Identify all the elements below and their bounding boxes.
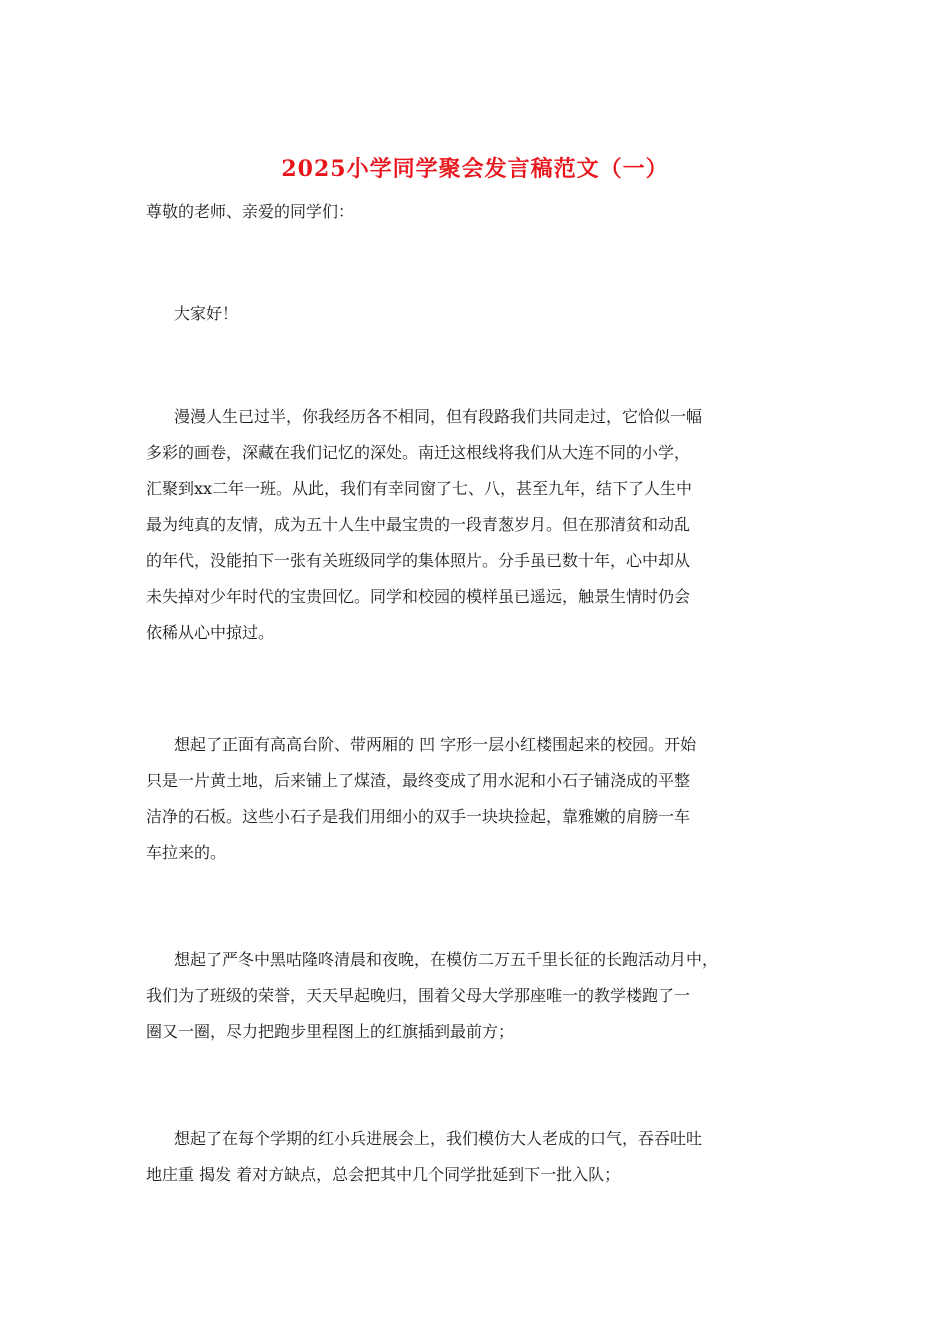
paragraph-line: 汇聚到xx二年一班。从此，我们有幸同窗了七、八，甚至九年，结下了人生中 [146,479,693,498]
paragraph-2 [146,727,826,871]
paragraph-line: 多彩的画卷，深藏在我们记忆的深处。南迁这根线将我们从大连不同的小学， [146,443,691,462]
paragraph-line: 车拉来的。 [146,843,227,862]
salutation: 尊敬的老师、亲爱的同学们： [146,202,355,221]
greeting-text: 大家好！ [174,304,239,323]
paragraph-line: 未失掉对少年时代的宝贵回忆。同学和校园的模样虽已遥远，触景生情时仍会 [146,587,691,606]
paragraph-line: 依稀从心中掠过。 [146,623,275,642]
paragraph-line: 洁净的石板。这些小石子是我们用细小的双手一块块捡起，靠雅嫩的肩膀一车 [146,807,691,826]
document-title: 2025小学同学聚会发言稿范文（一） [281,156,669,182]
paragraph-line: 漫漫人生已过半，你我经历各不相同，但有段路我们共同走过，它恰似一幅 [174,407,703,426]
paragraph-line: 想起了在每个学期的红小兵进展会上，我们模仿大人老成的口气，吞吞吐吐 [174,1129,703,1148]
paragraph-line: 想起了正面有高高台阶、带两厢的 凹 字形一层小红楼围起来的校园。开始 [174,735,697,754]
greeting [146,296,854,332]
paragraph-1 [146,399,826,651]
paragraph-line: 我们为了班级的荣誉，天天早起晚归，围着父母大学那座唯一的教学楼跑了一 [146,986,691,1005]
paragraph-4 [146,1121,826,1193]
paragraph-line: 地庄重 揭发 着对方缺点，总会把其中几个同学批延到下一批入队； [146,1165,621,1184]
paragraph-line: 的年代，没能拍下一张有关班级同学的集体照片。分手虽已数十年，心中却从 [146,551,691,570]
paragraph-line: 只是一片黄土地，后来铺上了煤渣，最终变成了用水泥和小石子铺浇成的平整 [146,771,691,790]
paragraph-line: 圈又一圈，尽力把跑步里程图上的红旗插到最前方； [146,1022,515,1041]
paragraph-line: 最为纯真的友情，成为五十人生中最宝贵的一段青葱岁月。但在那清贫和动乱 [146,515,691,534]
paragraph-3 [146,942,826,1050]
paragraph-line: 想起了严冬中黑咕隆咚清晨和夜晚，在模仿二万五千里长征的长跑活动月中， [174,950,719,969]
